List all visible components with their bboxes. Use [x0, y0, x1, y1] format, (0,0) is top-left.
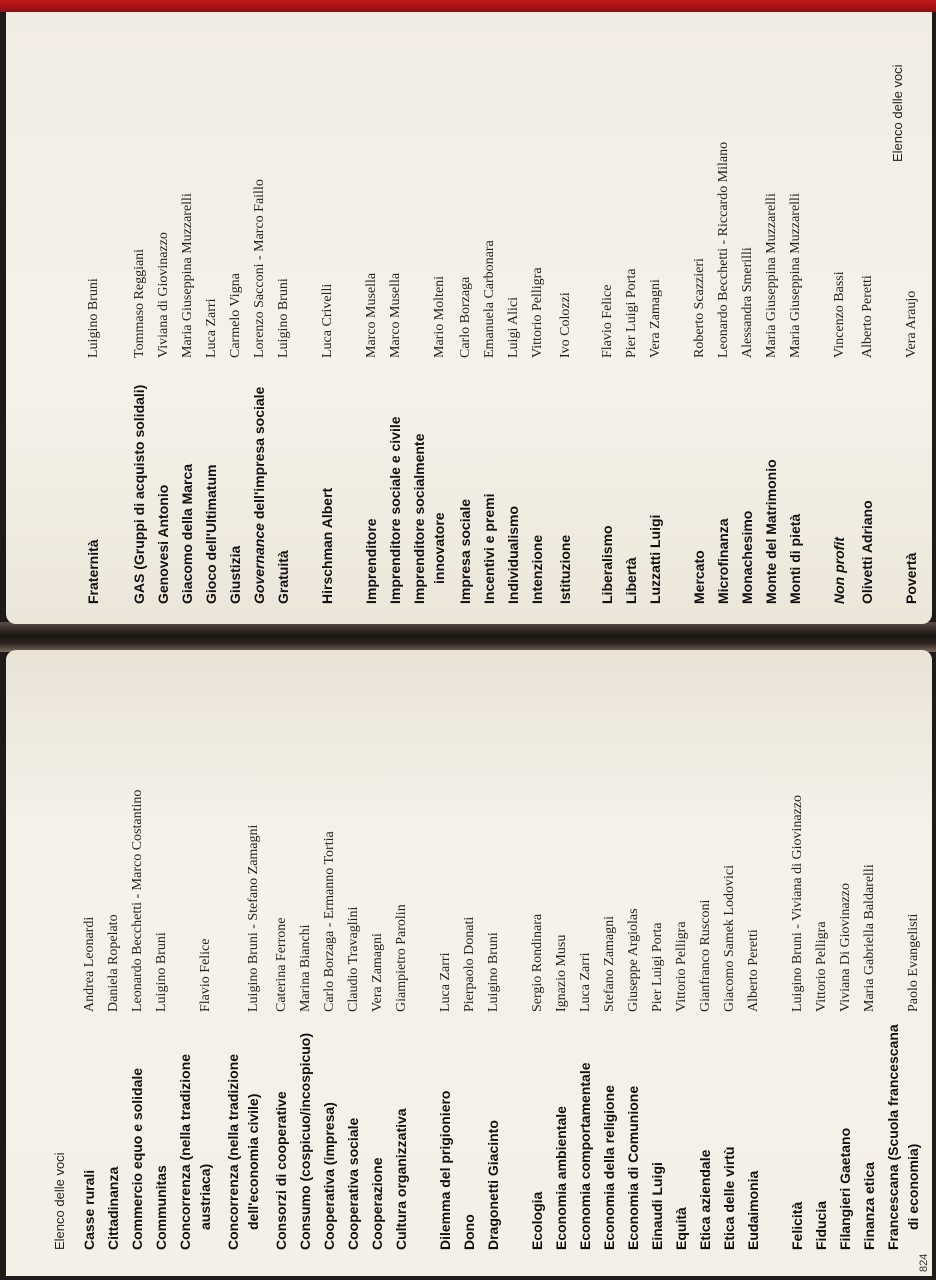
- entry-term-continuation: austriaca): [197, 1163, 213, 1230]
- entry-author: Maria Giuseppina Muzzarelli: [764, 193, 779, 358]
- entry-term: GAS (Gruppi di acquisto solidali): [131, 384, 147, 604]
- entry-author: Viviana di Giovinazzo: [156, 232, 171, 358]
- entry-term: Liberalismo: [599, 525, 615, 604]
- entry-term: Giacomo della Marca: [179, 463, 195, 604]
- entry-term: Istituzione: [557, 534, 573, 604]
- entry-term: Cooperazione: [369, 1157, 385, 1250]
- entry-term: Giustizia: [227, 545, 243, 604]
- entry-term: Imprenditore: [363, 518, 379, 604]
- entry-term: Gratuità: [275, 550, 291, 604]
- entry-term: Filangieri Gaetano: [837, 1127, 853, 1250]
- page-number: 824: [918, 1253, 930, 1272]
- entry-author: Maria Giuseppina Muzzarelli: [180, 193, 195, 358]
- entry-author: Luigino Bruni: [276, 278, 291, 358]
- entry-term: Mercato: [691, 550, 707, 604]
- entry-list: [85, 24, 919, 604]
- entry-term-continuation: innovatore: [431, 512, 447, 584]
- entry-author: Pier Luigi Porta: [624, 268, 639, 358]
- entry-author: Giampietro Parolin: [394, 904, 409, 1012]
- right-page: [6, 12, 932, 624]
- entry-term: Genovesi Antonio: [155, 484, 171, 604]
- entry-author: Sergio Rondinara: [530, 913, 545, 1012]
- entry-author: Marina Bianchi: [298, 924, 313, 1012]
- entry-term: [252, 387, 267, 604]
- page-header: Elenco delle voci: [52, 1152, 67, 1250]
- entry-term: Gioco dell'Ultimatum: [203, 464, 219, 604]
- entry-author: Ignazio Musu: [554, 934, 569, 1012]
- entry-author: Carlo Borzaga - Ermanno Tortia: [322, 831, 337, 1012]
- entry-author: Vittorio Pelligra: [814, 921, 829, 1012]
- entry-author: Alberto Peretti: [746, 929, 761, 1012]
- entry-author: Giuseppe Argiolas: [626, 908, 641, 1012]
- entry-term: Concorrenza (nella tradizione: [225, 1053, 241, 1250]
- entry-author: Vittorio Pelligra: [674, 921, 689, 1012]
- entry-term: Economia di Comunione: [625, 1085, 641, 1250]
- entry-term: Monti di pietà: [787, 513, 803, 604]
- entry-term: Dragonetti Giacinto: [485, 1120, 501, 1250]
- entry-author: Pier Luigi Porta: [650, 922, 665, 1012]
- entry-author: Luca Zarri: [204, 298, 219, 358]
- entry-term: Francescana (Scuola francescana: [885, 1024, 901, 1250]
- page-header: Elenco delle voci: [890, 64, 905, 162]
- entry-author: Giacomo Samek Lodovici: [722, 865, 737, 1012]
- entry-term: Finanza etica: [861, 1162, 877, 1250]
- entry-term: Dono: [461, 1214, 477, 1250]
- entry-author: Luigino Bruni - Stefano Zamagni: [246, 824, 261, 1012]
- entry-author: Leonardo Becchetti - Marco Costantino: [130, 789, 145, 1012]
- entry-author: Alberto Peretti: [860, 275, 875, 358]
- entry-author: Vera Zamagni: [370, 933, 385, 1012]
- entry-author: Luigino Bruni - Viviana di Giovinazzo: [790, 794, 805, 1012]
- entry-author: Viviana Di Giovinazzo: [838, 882, 853, 1012]
- entry-author: Vera Zamagni: [648, 279, 663, 358]
- entry-term: Impresa sociale: [457, 498, 473, 604]
- entry-author: Vittorio Pelligra: [530, 267, 545, 358]
- entry-term: Individualismo: [505, 505, 521, 604]
- entry-term-italic-part: Governance: [251, 523, 267, 604]
- entry-term: Incentivi e premi: [481, 493, 497, 604]
- entry-term: Cittadinanza: [105, 1166, 121, 1250]
- entry-term: Communitas: [153, 1165, 169, 1250]
- entry-term: Economia ambientale: [553, 1106, 569, 1250]
- entry-term: Einaudi Luigi: [649, 1162, 665, 1250]
- entry-term: Eudaimonia: [745, 1170, 761, 1250]
- entry-term: Consumo (cospicuo/incospicuo): [297, 1032, 313, 1250]
- book-spine-gutter: [0, 622, 936, 652]
- entry-author: Roberto Scazzieri: [692, 258, 707, 358]
- entry-term: Consorzi di cooperative: [273, 1091, 289, 1250]
- entry-list: [82, 680, 922, 1250]
- entry-term: Economia della religione: [601, 1085, 617, 1250]
- entry-author: Mario Molteni: [432, 275, 447, 358]
- entry-term-continuation: di economia): [905, 1143, 921, 1230]
- entry-author: Andrea Leonardi: [82, 916, 97, 1012]
- entry-author: Luigino Bruni: [86, 278, 101, 358]
- entry-term: Monachesimo: [739, 510, 755, 604]
- entry-author: Caterina Ferrone: [274, 917, 289, 1012]
- entry-author: Carmelo Vigna: [228, 273, 243, 358]
- entry-term: Imprenditore sociale e civile: [387, 416, 403, 604]
- entry-author: Marco Musella: [364, 272, 379, 358]
- entry-author: Vera Araujo: [904, 290, 919, 358]
- entry-author: Vincenzo Bassi: [832, 271, 847, 358]
- entry-author: Luca Zarri: [578, 952, 593, 1012]
- entry-author: Luigino Bruni: [486, 932, 501, 1012]
- entry-term: Concorrenza (nella tradizione: [177, 1053, 193, 1250]
- entry-author: Luigi Alici: [506, 296, 521, 358]
- entry-term: Libertà: [623, 557, 639, 604]
- entry-term: Fraternità: [85, 539, 101, 604]
- entry-term: Intenzione: [529, 534, 545, 604]
- entry-author: Gianfranco Rusconi: [698, 899, 713, 1012]
- entry-term: Dilemma del prigioniero: [437, 1090, 453, 1250]
- entry-term-continuation: dell'economia civile): [245, 1093, 261, 1230]
- entry-term: Etica aziendale: [697, 1149, 713, 1250]
- entry-term: Casse rurali: [81, 1169, 97, 1250]
- entry-author: Leonardo Becchetti - Riccardo Milano: [716, 141, 731, 358]
- entry-term: Cooperativa (impresa): [321, 1102, 337, 1250]
- entry-author: Marco Musella: [388, 272, 403, 358]
- entry-term: Monte del Matrimonio: [763, 459, 779, 604]
- entry-author: Flavio Felice: [600, 284, 615, 358]
- entry-author: Luca Zarri: [438, 952, 453, 1012]
- entry-author: Luigino Bruni: [154, 932, 169, 1012]
- entry-author: Tommaso Reggiani: [132, 248, 147, 358]
- entry-term: Cooperativa sociale: [345, 1117, 361, 1250]
- entry-term: Imprenditore socialmente: [411, 433, 427, 604]
- entry-term: Felicità: [789, 1201, 805, 1250]
- entry-term: Commercio equo e solidale: [129, 1067, 145, 1250]
- entry-term: Povertà: [903, 552, 919, 604]
- entry-author: Stefano Zamagni: [602, 915, 617, 1012]
- red-book-edge: [0, 0, 936, 12]
- entry-author: Carlo Borzaga: [458, 276, 473, 358]
- entry-author: Paolo Evangelisti: [906, 913, 921, 1012]
- entry-term-rest: dell'impresa sociale: [251, 386, 267, 524]
- entry-author: Pierpaolo Donati: [462, 916, 477, 1012]
- entry-term: Fiducia: [813, 1200, 829, 1250]
- entry-author: Ivo Colozzi: [558, 292, 573, 358]
- entry-term: Olivetti Adriano: [859, 500, 875, 604]
- entry-author: Daniela Ropelato: [106, 914, 121, 1012]
- entry-author: Emanuela Carbonara: [482, 240, 497, 358]
- entry-term: Hirschman Albert: [319, 487, 335, 604]
- entry-author: Flavio Felice: [198, 938, 213, 1012]
- entry-author: Alessandra Smerilli: [740, 247, 755, 358]
- entry-term: Economia comportamentale: [577, 1062, 593, 1250]
- entry-term: Ecologia: [529, 1191, 545, 1250]
- entry-author: Lorenzo Sacconi - Marco Faillo: [252, 179, 267, 358]
- entry-term: Equità: [673, 1207, 689, 1250]
- entry-author: Luca Crivelli: [320, 283, 335, 358]
- entry-author: Maria Gabriella Baldarelli: [862, 864, 877, 1012]
- left-page: [6, 650, 932, 1276]
- entry-term: Etica delle virtù: [721, 1146, 737, 1250]
- entry-term: Microfinanza: [715, 518, 731, 604]
- entry-term: Non profit: [831, 537, 847, 604]
- entry-term: Cultura organizzativa: [393, 1108, 409, 1250]
- entry-author: Maria Giuseppina Muzzarelli: [788, 193, 803, 358]
- entry-author: Claudio Travaglini: [346, 906, 361, 1012]
- entry-term: Luzzatti Luigi: [647, 514, 663, 604]
